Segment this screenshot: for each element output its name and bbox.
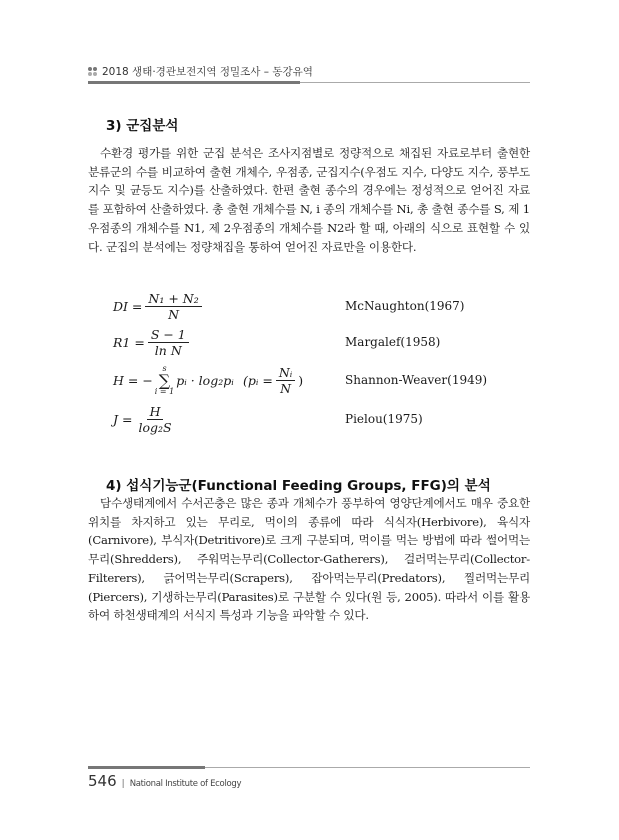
citation: Shannon-Weaver(1949) bbox=[345, 373, 488, 387]
fraction bbox=[276, 365, 295, 396]
bullet-dots-icon bbox=[88, 67, 97, 76]
formula-lhs: H = − bbox=[113, 372, 153, 388]
page-footer bbox=[88, 772, 241, 790]
numerator: S − 1 bbox=[148, 327, 189, 343]
fraction bbox=[135, 404, 174, 435]
page-number: 546 bbox=[88, 772, 117, 790]
running-header bbox=[88, 64, 313, 79]
header-title: 2018 생태·경관보전지역 정밀조사 – 동강유역 bbox=[102, 66, 313, 78]
section-4-paragraph: 담수생태계에서 수서곤충은 많은 종과 개체수가 풍부하여 영양단계에서도 매우 중요한 위치를 차지하고 있는 무리로, 먹이의 종류에 따라 식식자(Herbivore), 육식자(Carnivore), 부식자(Detritivore)로 크게 구분되며, 먹이를 먹는 방법에 따라 썰어먹는무리(Shredders), 주워먹는무리(Collector-Gatherers), 걸러먹는무리(Collector-Filterers), 긁어먹는무리(Scrapers), 잡아먹는무리(Predators), 찔러먹는무리(Piercers), 기생하는무리(Parasites)로 구분할 수 있다(원 등, 2005). 따라서 이를 활용하여 하천생태계의 서식지 특성과 기능을 파악할 수 있다. bbox=[88, 496, 530, 623]
note-lhs: (pᵢ = bbox=[243, 372, 273, 388]
formula-dominance-index bbox=[113, 290, 513, 322]
sum-upper: s bbox=[162, 363, 167, 373]
footer-separator: | bbox=[121, 779, 125, 789]
citation: McNaughton(1967) bbox=[345, 299, 465, 313]
section-3-heading: 3) 군집분석 bbox=[106, 118, 179, 134]
denominator: N bbox=[280, 380, 292, 396]
denominator: ln N bbox=[154, 342, 182, 358]
formula-body: pᵢ · log₂pᵢ bbox=[176, 372, 234, 388]
formula-richness-index bbox=[113, 326, 513, 358]
header-rule bbox=[88, 82, 530, 83]
denominator: N bbox=[168, 306, 180, 322]
formula-evenness-index bbox=[113, 403, 513, 435]
formula-lhs: DI = bbox=[113, 298, 143, 314]
numerator: N₁ + N₂ bbox=[145, 291, 201, 307]
denominator: log₂S bbox=[138, 419, 172, 435]
sum-lower: i = 1 bbox=[154, 386, 175, 396]
numerator: Nᵢ bbox=[276, 365, 295, 381]
fraction bbox=[145, 291, 201, 322]
formula-note bbox=[243, 365, 303, 396]
numerator: H bbox=[147, 404, 164, 420]
formula-diversity-index bbox=[113, 364, 513, 396]
footer-rule bbox=[88, 767, 530, 768]
formula-lhs: R1 = bbox=[113, 334, 145, 350]
note-close: ) bbox=[298, 372, 304, 388]
organization-name: National Institute of Ecology bbox=[129, 779, 242, 789]
fraction bbox=[148, 327, 189, 358]
citation: Margalef(1958) bbox=[345, 335, 441, 349]
section-4-heading: 4) 섭식기능군(Functional Feeding Groups, FFG)의 분석 bbox=[106, 478, 491, 494]
citation: Pielou(1975) bbox=[345, 412, 423, 426]
formula-lhs: J = bbox=[113, 411, 133, 427]
summation-icon: s ∑ i = 1 bbox=[154, 363, 175, 396]
section-3-paragraph: 수환경 평가를 위한 군집 분석은 조사지점별로 정량적으로 채집된 자료로부터 출현한 분류군의 수를 비교하여 출현 개체수, 우점종, 군집지수(우점도 지수, 다양도 지수, 풍부도 지수 및 균등도 지수)를 산출하였다. 한편 출현 종수의 경우에는 정성적으로 얻어진 자료를 포함하여 산출하였다. 총 출현 개체수를 N, i 종의 개체수를 Ni, 총 출현 종수를 S, 제 1우점종의 개체수를 N1, 제 2우점종의 개체수를 N2라 할 때, 아래의 식으로 표현할 수 있다. 군집의 분석에는 정량채집을 통하여 얻어진 자료만을 이용한다. bbox=[88, 146, 530, 254]
